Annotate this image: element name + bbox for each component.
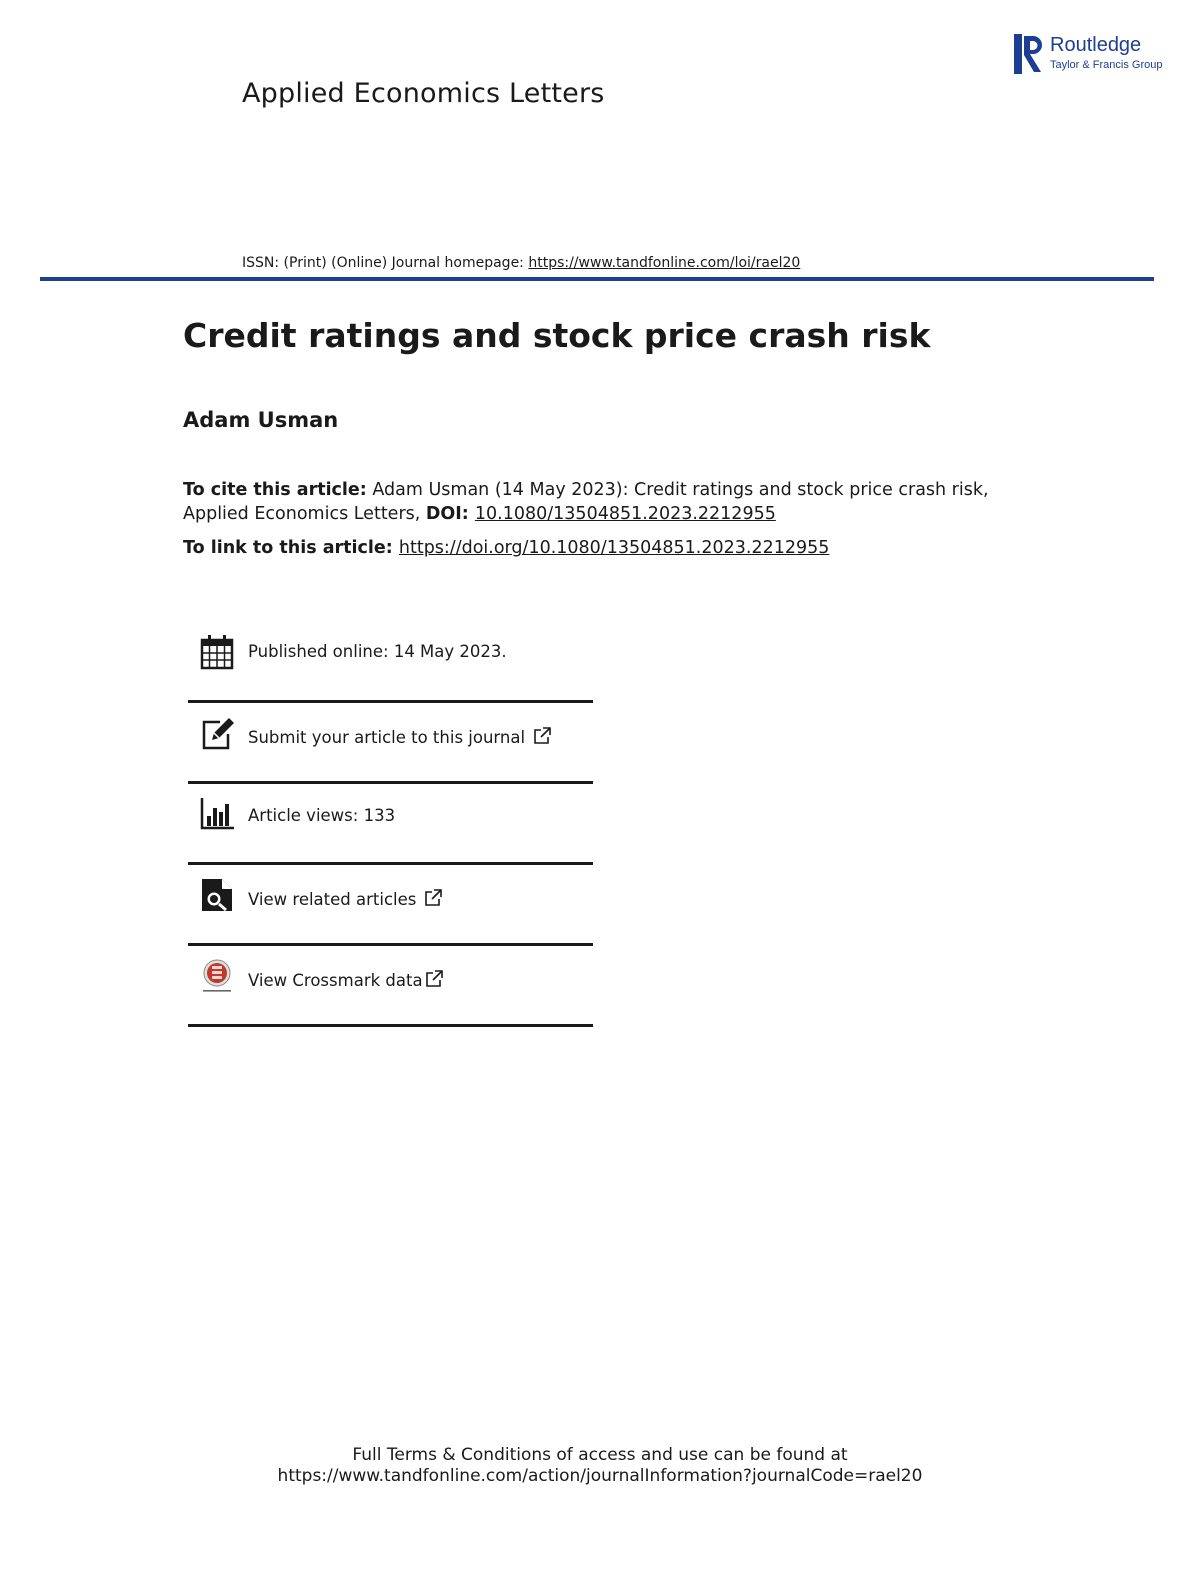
- doi-link[interactable]: 10.1080/13504851.2023.2212955: [474, 504, 776, 524]
- edit-icon: [200, 716, 234, 752]
- published-online-item: [188, 620, 593, 703]
- submit-article-link[interactable]: [248, 727, 551, 747]
- publisher-subtitle: Taylor & Francis Group: [1050, 59, 1163, 71]
- related-articles-link[interactable]: [248, 889, 442, 909]
- footer-terms-link[interactable]: https://www.tandfonline.com/action/journalInformation?journalCode=rael20: [277, 1466, 923, 1486]
- issn-line: [242, 255, 800, 271]
- article-info-list: [188, 620, 593, 1027]
- article-link[interactable]: https://doi.org/10.1080/13504851.2023.2212955: [398, 538, 830, 558]
- footer-terms-text: Full Terms & Conditions of access and use can be found at: [352, 1445, 848, 1465]
- related-articles-text: View related articles: [248, 890, 417, 909]
- header-rule: [40, 277, 1154, 281]
- cite-text: Adam Usman (14 May 2023): Credit ratings and stock price crash risk, Applied Economics Letters,: [183, 480, 989, 524]
- related-articles-item[interactable]: [188, 865, 593, 946]
- submit-article-item[interactable]: [188, 703, 593, 784]
- article-views-item: [188, 784, 593, 865]
- calendar-icon: [200, 634, 234, 670]
- bar-chart-icon: [200, 796, 234, 832]
- journal-homepage-link[interactable]: https://www.tandfonline.com/loi/rael20: [528, 255, 801, 271]
- crossmark-link[interactable]: [248, 970, 443, 990]
- submit-article-text: Submit your article to this journal: [248, 728, 526, 747]
- link-label: To link to this article:: [183, 538, 399, 558]
- article-views-text: Article views: 133: [248, 806, 396, 825]
- published-online-text: Published online: 14 May 2023.: [248, 642, 507, 661]
- crossmark-text: View Crossmark data: [248, 971, 423, 990]
- external-link-icon: [425, 970, 443, 988]
- crossmark-icon: [200, 959, 234, 995]
- external-link-icon: [424, 889, 442, 907]
- routledge-logo-icon: [1014, 34, 1046, 74]
- article-title: Credit ratings and stock price crash risk: [183, 316, 931, 355]
- search-document-icon: [200, 877, 234, 913]
- terms-footer: [0, 1445, 1200, 1487]
- publisher-name: Routledge: [1050, 34, 1142, 56]
- doi-label: DOI:: [425, 504, 475, 524]
- cite-label: To cite this article:: [183, 480, 367, 500]
- crossmark-item[interactable]: [188, 946, 593, 1027]
- article-author: Adam Usman: [183, 408, 339, 432]
- article-link-line: [183, 538, 829, 558]
- citation: [183, 478, 1003, 526]
- issn-text: ISSN: (Print) (Online) Journal homepage:: [242, 255, 529, 271]
- publisher-logo[interactable]: [1014, 34, 1164, 76]
- external-link-icon: [533, 727, 551, 745]
- journal-title: Applied Economics Letters: [242, 78, 605, 109]
